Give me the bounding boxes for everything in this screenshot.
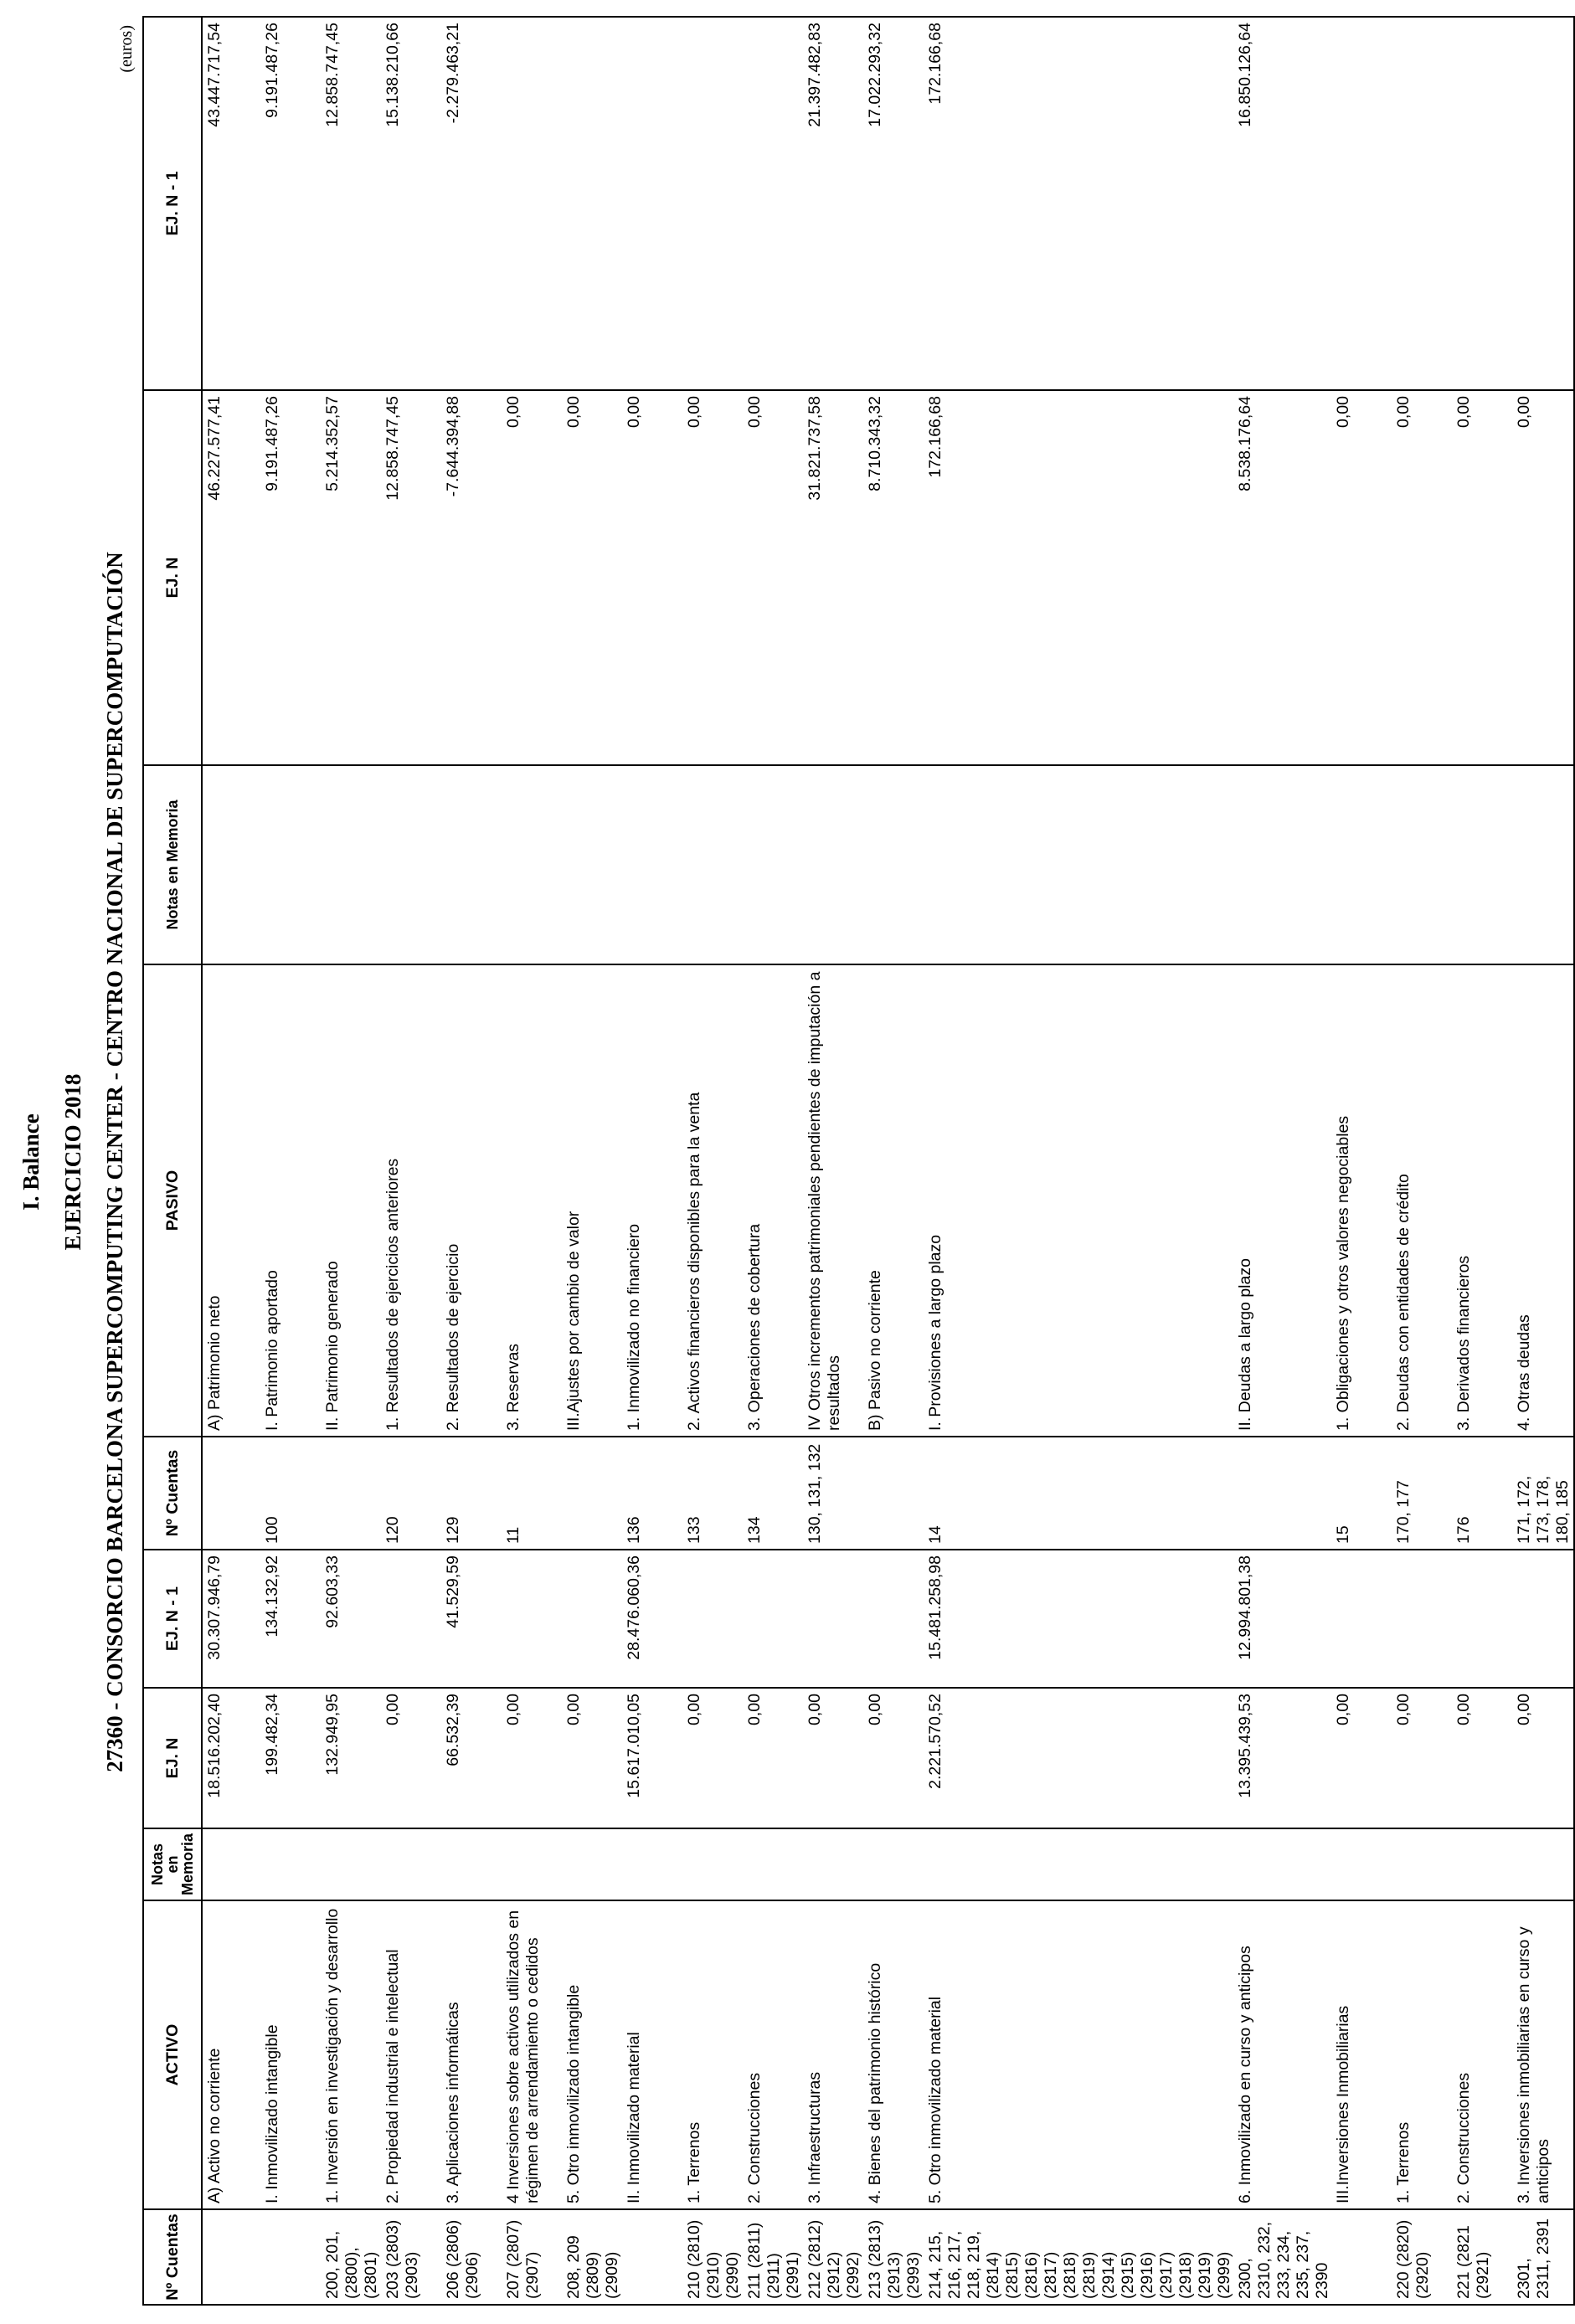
header-pasivo-notas: Notas en Memoria bbox=[143, 765, 202, 964]
pasivo-ejn1: 17.022.293,32 bbox=[865, 17, 925, 390]
pasivo-notas bbox=[925, 765, 1235, 964]
pasivo-ejn: 172.166,68 bbox=[925, 390, 1235, 765]
pasivo-label: IV Otros incrementos patrimoniales pendientes de imputación a resultados bbox=[805, 964, 865, 1437]
pasivo-cuentas bbox=[322, 1437, 383, 1550]
pasivo-notas bbox=[383, 765, 443, 964]
pasivo-ejn: 0,00 bbox=[1514, 390, 1574, 765]
pasivo-notas bbox=[443, 765, 503, 964]
pasivo-cuentas bbox=[202, 1437, 262, 1550]
pasivo-label: III.Ajustes por cambio de valor bbox=[564, 964, 624, 1437]
pasivo-ejn1: 172.166,68 bbox=[925, 17, 1235, 390]
fiscal-year-heading: EJERCICIO 2018 bbox=[60, 1073, 85, 1251]
activo-cuentas: 2301, 2311, 2391 bbox=[1514, 2209, 1574, 2305]
pasivo-ejn: 0,00 bbox=[503, 390, 564, 765]
entity-heading: 27360 - CONSORCIO BARCELONA SUPERCOMPUTING CENTER - CENTRO NACIONAL DE SUPERCOMPUTACIÓN bbox=[102, 552, 127, 1772]
table-body bbox=[202, 17, 1574, 2305]
activo-cuentas bbox=[624, 2209, 684, 2305]
pasivo-ejn1: 15.138.210,66 bbox=[383, 17, 443, 390]
activo-notas bbox=[1514, 1828, 1574, 1900]
pasivo-cuentas: 134 bbox=[744, 1437, 805, 1550]
table-row bbox=[925, 17, 1235, 2305]
activo-ejn1 bbox=[744, 1550, 805, 1688]
activo-label: 3. Infraestructuras bbox=[805, 1900, 865, 2209]
header-activo: ACTIVO bbox=[143, 1900, 202, 2209]
pasivo-notas bbox=[262, 765, 322, 964]
activo-cuentas: 214, 215, 216, 217, 218, 219, (2814) (2815) (2816) (2817) (2818) (2819) (2914) (2915) (2916) (2917) (2918) (2919) (2999) bbox=[925, 2209, 1235, 2305]
table-row bbox=[684, 17, 744, 2305]
header-activo-ejn1: EJ. N - 1 bbox=[143, 1550, 202, 1688]
table-row bbox=[262, 17, 322, 2305]
activo-ejn: 18.516.202,40 bbox=[202, 1688, 262, 1828]
activo-ejn1 bbox=[865, 1550, 925, 1688]
table-row bbox=[202, 17, 262, 2305]
activo-ejn: 0,00 bbox=[503, 1688, 564, 1828]
pasivo-notas bbox=[1235, 765, 1333, 964]
activo-ejn: 0,00 bbox=[865, 1688, 925, 1828]
activo-ejn: 0,00 bbox=[805, 1688, 865, 1828]
pasivo-label: 1. Obligaciones y otros valores negociables bbox=[1333, 964, 1393, 1437]
activo-ejn1 bbox=[1514, 1550, 1574, 1688]
activo-label: 1. Terrenos bbox=[1393, 1900, 1454, 2209]
activo-ejn1 bbox=[1333, 1550, 1393, 1688]
activo-ejn1 bbox=[564, 1550, 624, 1688]
pasivo-notas bbox=[805, 765, 865, 964]
pasivo-cuentas: 171, 172, 173, 178, 180, 185 bbox=[1514, 1437, 1574, 1550]
activo-ejn1: 134.132,92 bbox=[262, 1550, 322, 1688]
pasivo-notas bbox=[564, 765, 624, 964]
table-row bbox=[1393, 17, 1454, 2305]
pasivo-notas bbox=[1454, 765, 1514, 964]
pasivo-cuentas bbox=[865, 1437, 925, 1550]
activo-label: 2. Construcciones bbox=[1454, 1900, 1514, 2209]
table-row bbox=[865, 17, 925, 2305]
pasivo-notas bbox=[322, 765, 383, 964]
activo-cuentas: 212 (2812) (2912) (2992) bbox=[805, 2209, 865, 2305]
activo-ejn: 2.221.570,52 bbox=[925, 1688, 1235, 1828]
activo-ejn: 0,00 bbox=[564, 1688, 624, 1828]
activo-ejn1: 92.603,33 bbox=[322, 1550, 383, 1688]
currency-unit: (euros) bbox=[117, 25, 136, 73]
pasivo-label: 1. Resultados de ejercicios anteriores bbox=[383, 964, 443, 1437]
activo-ejn: 0,00 bbox=[1514, 1688, 1574, 1828]
activo-notas bbox=[1235, 1828, 1333, 1900]
activo-notas bbox=[805, 1828, 865, 1900]
activo-label: 3. Inversiones inmobiliarias en curso y anticipos bbox=[1514, 1900, 1574, 2209]
pasivo-ejn: 0,00 bbox=[564, 390, 624, 765]
header-pasivo-ejn: EJ. N bbox=[143, 390, 202, 765]
activo-cuentas: 2300, 2310, 232, 233, 234, 235, 237, 2390 bbox=[1235, 2209, 1333, 2305]
activo-ejn: 0,00 bbox=[684, 1688, 744, 1828]
activo-ejn: 0,00 bbox=[1333, 1688, 1393, 1828]
pasivo-cuentas: 129 bbox=[443, 1437, 503, 1550]
pasivo-ejn: 0,00 bbox=[1454, 390, 1514, 765]
activo-ejn: 0,00 bbox=[383, 1688, 443, 1828]
activo-label: 4. Bienes del patrimonio histórico bbox=[865, 1900, 925, 2209]
pasivo-cuentas bbox=[1235, 1437, 1333, 1550]
activo-ejn1: 41.529,59 bbox=[443, 1550, 503, 1688]
activo-cuentas: 207 (2807) (2907) bbox=[503, 2209, 564, 2305]
table-row bbox=[322, 17, 383, 2305]
activo-notas bbox=[262, 1828, 322, 1900]
pasivo-ejn1 bbox=[503, 17, 564, 390]
page-title: I. Balance bbox=[18, 1113, 44, 1211]
activo-cuentas: 220 (2820) (2920) bbox=[1393, 2209, 1454, 2305]
activo-ejn: 0,00 bbox=[1393, 1688, 1454, 1828]
activo-label: 4 Inversiones sobre activos utilizados en régimen de arrendamiento o cedidos bbox=[503, 1900, 564, 2209]
activo-label: II. Inmovilizado material bbox=[624, 1900, 684, 2209]
pasivo-ejn: 8.710.343,32 bbox=[865, 390, 925, 765]
pasivo-ejn1: 9.191.487,26 bbox=[262, 17, 322, 390]
pasivo-ejn1 bbox=[744, 17, 805, 390]
pasivo-ejn1 bbox=[1333, 17, 1393, 390]
activo-cuentas: 200, 201, (2800), (2801) bbox=[322, 2209, 383, 2305]
activo-cuentas bbox=[262, 2209, 322, 2305]
activo-notas bbox=[744, 1828, 805, 1900]
activo-cuentas bbox=[202, 2209, 262, 2305]
activo-label: 5. Otro inmovilizado intangible bbox=[564, 1900, 624, 2209]
pasivo-label: 2. Activos financieros disponibles para la venta bbox=[684, 964, 744, 1437]
pasivo-ejn: 0,00 bbox=[744, 390, 805, 765]
activo-label: 2. Construcciones bbox=[744, 1900, 805, 2209]
table-header-row bbox=[143, 17, 202, 2305]
header-pasivo-cuentas: Nº Cuentas bbox=[143, 1437, 202, 1550]
pasivo-ejn1 bbox=[624, 17, 684, 390]
pasivo-label: I. Provisiones a largo plazo bbox=[925, 964, 1235, 1437]
activo-notas bbox=[624, 1828, 684, 1900]
activo-notas bbox=[322, 1828, 383, 1900]
pasivo-ejn1: -2.279.463,21 bbox=[443, 17, 503, 390]
table-row bbox=[383, 17, 443, 2305]
pasivo-cuentas: 176 bbox=[1454, 1437, 1514, 1550]
pasivo-notas bbox=[1514, 765, 1574, 964]
activo-cuentas: 208, 209 (2809) (2909) bbox=[564, 2209, 624, 2305]
pasivo-cuentas: 130, 131, 132 bbox=[805, 1437, 865, 1550]
pasivo-label: II. Patrimonio generado bbox=[322, 964, 383, 1437]
pasivo-notas bbox=[865, 765, 925, 964]
pasivo-label: I. Patrimonio aportado bbox=[262, 964, 322, 1437]
activo-notas bbox=[503, 1828, 564, 1900]
activo-label: III.Inversiones Inmobiliarias bbox=[1333, 1900, 1393, 2209]
pasivo-ejn: 0,00 bbox=[624, 390, 684, 765]
pasivo-ejn1 bbox=[684, 17, 744, 390]
pasivo-ejn1 bbox=[1454, 17, 1514, 390]
pasivo-notas bbox=[503, 765, 564, 964]
pasivo-ejn1 bbox=[1514, 17, 1574, 390]
activo-notas bbox=[925, 1828, 1235, 1900]
activo-cuentas: 213 (2813) (2913) (2993) bbox=[865, 2209, 925, 2305]
activo-notas bbox=[865, 1828, 925, 1900]
table-row bbox=[564, 17, 624, 2305]
pasivo-ejn: 0,00 bbox=[1393, 390, 1454, 765]
header-activo-ejn: EJ. N bbox=[143, 1688, 202, 1828]
activo-ejn: 0,00 bbox=[1454, 1688, 1514, 1828]
pasivo-label: 2. Deudas con entidades de crédito bbox=[1393, 964, 1454, 1437]
pasivo-ejn: 46.227.577,41 bbox=[202, 390, 262, 765]
pasivo-label: II. Deudas a largo plazo bbox=[1235, 964, 1333, 1437]
activo-notas bbox=[1333, 1828, 1393, 1900]
activo-ejn1 bbox=[383, 1550, 443, 1688]
pasivo-ejn1: 21.397.482,83 bbox=[805, 17, 865, 390]
activo-notas bbox=[1454, 1828, 1514, 1900]
activo-notas bbox=[383, 1828, 443, 1900]
pasivo-cuentas bbox=[564, 1437, 624, 1550]
activo-notas bbox=[443, 1828, 503, 1900]
activo-notas bbox=[684, 1828, 744, 1900]
pasivo-notas bbox=[684, 765, 744, 964]
pasivo-label: 3. Derivados financieros bbox=[1454, 964, 1514, 1437]
table-row bbox=[443, 17, 503, 2305]
activo-notas bbox=[564, 1828, 624, 1900]
pasivo-cuentas: 15 bbox=[1333, 1437, 1393, 1550]
pasivo-ejn: 9.191.487,26 bbox=[262, 390, 322, 765]
activo-ejn1 bbox=[1454, 1550, 1514, 1688]
activo-cuentas: 206 (2806) (2906) bbox=[443, 2209, 503, 2305]
pasivo-notas bbox=[744, 765, 805, 964]
table-row bbox=[1454, 17, 1514, 2305]
table-row bbox=[805, 17, 865, 2305]
pasivo-ejn1 bbox=[1393, 17, 1454, 390]
pasivo-ejn1 bbox=[564, 17, 624, 390]
header-activo-cuentas: Nº Cuentas bbox=[143, 2209, 202, 2305]
pasivo-label: 2. Resultados de ejercicio bbox=[443, 964, 503, 1437]
pasivo-ejn: -7.644.394,88 bbox=[443, 390, 503, 765]
pasivo-cuentas: 100 bbox=[262, 1437, 322, 1550]
activo-ejn: 132.949,95 bbox=[322, 1688, 383, 1828]
activo-ejn1: 28.476.060,36 bbox=[624, 1550, 684, 1688]
activo-ejn1 bbox=[805, 1550, 865, 1688]
pasivo-ejn: 8.538.176,64 bbox=[1235, 390, 1333, 765]
activo-label: 3. Aplicaciones informáticas bbox=[443, 1900, 503, 2209]
activo-ejn1 bbox=[684, 1550, 744, 1688]
activo-label: 2. Propiedad industrial e intelectual bbox=[383, 1900, 443, 2209]
activo-ejn1: 15.481.258,98 bbox=[925, 1550, 1235, 1688]
activo-cuentas: 211 (2811) (2911) (2991) bbox=[744, 2209, 805, 2305]
activo-notas bbox=[1393, 1828, 1454, 1900]
table-row bbox=[503, 17, 564, 2305]
activo-cuentas bbox=[1333, 2209, 1393, 2305]
pasivo-cuentas: 136 bbox=[624, 1437, 684, 1550]
activo-ejn: 0,00 bbox=[744, 1688, 805, 1828]
activo-ejn: 199.482,34 bbox=[262, 1688, 322, 1828]
header-pasivo-ejn1: EJ. N - 1 bbox=[143, 17, 202, 390]
activo-ejn1 bbox=[503, 1550, 564, 1688]
pasivo-notas bbox=[202, 765, 262, 964]
table-row bbox=[624, 17, 684, 2305]
pasivo-label: 3. Operaciones de cobertura bbox=[744, 964, 805, 1437]
table-row bbox=[1235, 17, 1333, 2305]
activo-ejn: 15.617.010,05 bbox=[624, 1688, 684, 1828]
pasivo-cuentas: 14 bbox=[925, 1437, 1235, 1550]
table-row bbox=[1333, 17, 1393, 2305]
activo-label: A) Activo no corriente bbox=[202, 1900, 262, 2209]
pasivo-cuentas: 11 bbox=[503, 1437, 564, 1550]
pasivo-ejn: 31.821.737,58 bbox=[805, 390, 865, 765]
pasivo-label: 4. Otras deudas bbox=[1514, 964, 1574, 1437]
activo-notas bbox=[202, 1828, 262, 1900]
pasivo-ejn1: 43.447.717,54 bbox=[202, 17, 262, 390]
table-row bbox=[1514, 17, 1574, 2305]
pasivo-ejn: 0,00 bbox=[684, 390, 744, 765]
pasivo-ejn1: 12.858.747,45 bbox=[322, 17, 383, 390]
table-row bbox=[744, 17, 805, 2305]
activo-ejn1: 12.994.801,38 bbox=[1235, 1550, 1333, 1688]
activo-ejn1: 30.307.946,79 bbox=[202, 1550, 262, 1688]
header-activo-notas: Notas en Memoria bbox=[143, 1828, 202, 1900]
pasivo-ejn: 0,00 bbox=[1333, 390, 1393, 765]
pasivo-notas bbox=[624, 765, 684, 964]
pasivo-ejn: 12.858.747,45 bbox=[383, 390, 443, 765]
pasivo-notas bbox=[1393, 765, 1454, 964]
header-pasivo: PASIVO bbox=[143, 964, 202, 1437]
pasivo-cuentas: 120 bbox=[383, 1437, 443, 1550]
activo-label: I. Inmovilizado intangible bbox=[262, 1900, 322, 2209]
pasivo-label: A) Patrimonio neto bbox=[202, 964, 262, 1437]
activo-label: 1. Inversión en investigación y desarrollo bbox=[322, 1900, 383, 2209]
activo-cuentas: 210 (2810) (2910) (2990) bbox=[684, 2209, 744, 2305]
pasivo-ejn: 5.214.352,57 bbox=[322, 390, 383, 765]
pasivo-label: 1. Inmovilizado no financiero bbox=[624, 964, 684, 1437]
pasivo-label: 3. Reservas bbox=[503, 964, 564, 1437]
activo-label: 5. Otro inmovilizado material bbox=[925, 1900, 1235, 2209]
activo-ejn1 bbox=[1393, 1550, 1454, 1688]
pasivo-cuentas: 170, 177 bbox=[1393, 1437, 1454, 1550]
activo-ejn: 66.532,39 bbox=[443, 1688, 503, 1828]
activo-label: 1. Terrenos bbox=[684, 1900, 744, 2209]
balance-table bbox=[142, 16, 1575, 2306]
activo-cuentas: 221 (2821 (2921) bbox=[1454, 2209, 1514, 2305]
pasivo-ejn1: 16.850.126,64 bbox=[1235, 17, 1333, 390]
pasivo-notas bbox=[1333, 765, 1393, 964]
pasivo-label: B) Pasivo no corriente bbox=[865, 964, 925, 1437]
activo-label: 6. Inmovilizado en curso y anticipos bbox=[1235, 1900, 1333, 2209]
activo-cuentas: 203 (2803) (2903) bbox=[383, 2209, 443, 2305]
pasivo-cuentas: 133 bbox=[684, 1437, 744, 1550]
activo-ejn: 13.395.439,53 bbox=[1235, 1688, 1333, 1828]
